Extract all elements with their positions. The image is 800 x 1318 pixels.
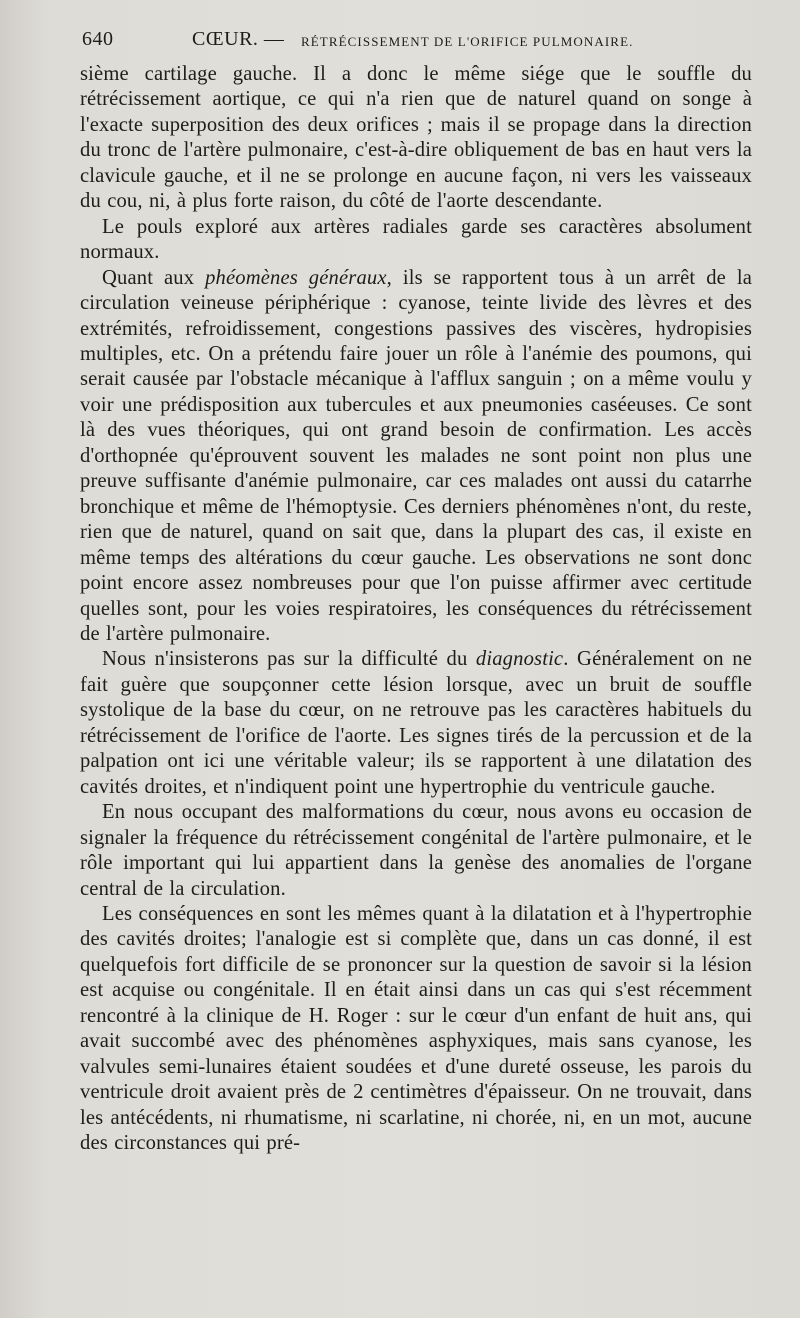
paragraph-text: . Généralement on ne fait guère que soupçonner cette lésion lorsque, avec un bruit de souffle systolique de la base du cœur, on ne retrouve pas les caractères habituels du rétrécissement de l'orifice de l'aorte. Les signes tirés de la percussion et de la palpation ont ici une véritable valeur; ils se rapportent à une dilatation des cavités droites, et n'indiquent point une hypertrophie du ventricule gauche. bbox=[80, 648, 752, 798]
paragraph-text: Nous n'insisterons pas sur la difficulté du bbox=[102, 648, 476, 671]
running-title: CŒUR. — bbox=[192, 28, 285, 50]
paragraph-text: Les conséquences en sont les mêmes quant à la dilatation et à l'hypertrophie des cavités droites; l'analogie est si complète que, dans un cas donné, il est quelquefois fort difficile de se prononcer sur la question de savoir si la lésion est acquise ou congénitale. Il en était ainsi dans un cas qui s'est récemment rencontré à la clinique de H. Roger : sur le cœur d'un enfant de huit ans, qui avait succombé avec des phénomènes asphyxiques, mais sans cyanose, les valvules semi-lunaires étaient soudées et d'une dureté osseuse, les parois du ventricule droit avaient près de 2 centimètres d'épaisseur. On ne trouvait, dans les antécédents, ni rhumatisme, ni scarlatine, ni chorée, ni, en un mot, aucune des circonstances qui pré- bbox=[80, 902, 752, 1155]
paragraph-text: Quant aux bbox=[102, 266, 206, 289]
paragraph bbox=[80, 800, 752, 902]
italic-term: phéomènes généraux bbox=[205, 266, 387, 289]
italic-term: diagnostic bbox=[475, 648, 564, 671]
paragraph-text: sième cartilage gauche. Il a donc le même siége que le souffle du rétrécissement aortique, ce qui n'a rien que de naturel quand on songe à l'exacte superposition des deux orifices ; mais il se propage dans la direction du tronc de l'artère pulmonaire, c'est-à-dire obliquement de bas en haut vers la clavicule gauche, et il ne se prolonge en aucune façon, ni vers les vaisseaux du cou, ni, à plus forte raison, du côté de l'aorte descendante. bbox=[80, 63, 752, 213]
paragraph bbox=[80, 647, 752, 800]
page-header bbox=[80, 26, 750, 60]
paragraph-text: Le pouls exploré aux artères radiales garde ses caractères absolument normaux. bbox=[80, 215, 752, 264]
paragraph bbox=[80, 266, 752, 648]
paragraph bbox=[80, 902, 752, 1157]
page-number: 640 bbox=[82, 28, 114, 50]
paragraph-text: , ils se rapportent tous à un arrêt de la circulation veineuse périphérique : cyanose, teinte livide des lèvres et des extrémités, refroidissement, congestions passives des viscères, hydropisies multiples, etc. On a prétendu faire jouer un rôle à l'anémie des poumons, qui serait causée par l'obstacle mécanique à l'afflux sanguin ; on a même voulu y voir une prédisposition aux tubercules et aux pneumonies caséeuses. Ce sont là des vues théoriques, qui ont grand besoin de confirmation. Les accès d'orthopnée qu'éprouvent souvent les malades ne sont point non plus une preuve suffisante d'anémie pulmonaire, car ces malades ont aussi du catarrhe bronchique et même de l'hémoptysie. Ces derniers phénomènes n'ont, du reste, rien que de naturel, quand on sait que, dans la plupart des cas, il existe en même temps des altérations du cœur gauche. Les observations ne sont donc point encore assez nombreuses pour que l'on puisse affirmer avec certitude quelles sont, pour les voies respiratoires, les conséquences du rétrécissement de l'artère pulmonaire. bbox=[80, 266, 752, 645]
body-text bbox=[80, 62, 752, 1156]
running-subtitle: RÉTRÉCISSEMENT DE L'ORIFICE PULMONAIRE. bbox=[301, 34, 634, 49]
paragraph-text: En nous occupant des malformations du cœur, nous avons eu occasion de signaler la fréquence du rétrécissement congénital de l'artère pulmonaire, et le rôle important qui lui appartient dans la genèse des anomalies de l'organe central de la circulation. bbox=[80, 801, 752, 900]
paragraph bbox=[80, 215, 752, 266]
paragraph bbox=[80, 62, 752, 215]
